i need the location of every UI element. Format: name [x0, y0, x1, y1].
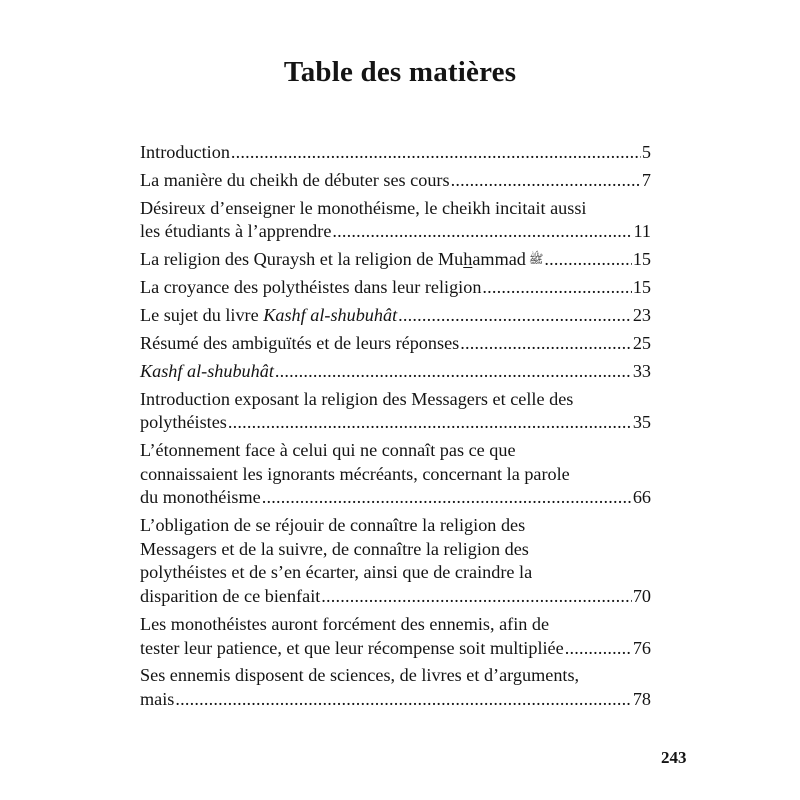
toc-page-number: 5 [641, 142, 651, 162]
toc-page-number: 76 [632, 637, 651, 658]
toc-entry-text: Désireux d’enseigner le monothéisme, le cheikh incitait aussi [140, 197, 587, 218]
page-number: 243 [661, 748, 687, 767]
dot-leader [482, 276, 631, 300]
toc-entry [140, 514, 651, 608]
toc-entry-text: La croyance des polythéistes dans leur religion [140, 277, 482, 298]
toc-entry-text: Messagers et de la suivre, de connaître la religion des [140, 538, 529, 559]
table-of-contents [140, 141, 651, 716]
toc-entry-text: disparition de ce bienfait [140, 586, 321, 607]
toc-page-number: 11 [633, 221, 651, 242]
toc-entry [140, 360, 651, 384]
dot-leader [398, 304, 632, 328]
dot-leader [262, 486, 632, 510]
toc-entry [140, 141, 651, 165]
toc-entry [140, 332, 651, 356]
toc-page-number: 70 [632, 586, 651, 607]
toc-page-number: 66 [632, 487, 651, 508]
toc-entry-text: Introduction exposant la religion des Messagers et celle des [140, 388, 574, 409]
toc-page-number: 25 [632, 332, 651, 353]
toc-page-number: 23 [632, 305, 651, 326]
toc-entry [140, 197, 651, 244]
dot-leader [460, 332, 632, 356]
toc-entry-text: Les monothéistes auront forcément des ennemis, afin de [140, 613, 550, 634]
dot-leader [565, 637, 632, 661]
toc-page-number: 33 [632, 360, 651, 381]
toc-page-number: 7 [641, 169, 651, 190]
toc-entry [140, 388, 651, 435]
toc-entry-text: tester leur patience, et que leur récompense soit multipliée [140, 637, 564, 658]
toc-entry-text: Ses ennemis disposent de sciences, de livres et d’arguments, [140, 665, 580, 686]
toc-page-number: 15 [632, 277, 651, 298]
toc-entry-text: connaissaient les ignorants mécréants, concernant la parole [140, 463, 570, 484]
toc-entry-text: La manière du cheikh de débuter ses cours [140, 169, 450, 190]
toc-entry-text: polythéistes [140, 412, 227, 433]
toc-entry-text: polythéistes et de s’en écarter, ainsi que de craindre la [140, 562, 533, 583]
toc-entry [140, 304, 651, 328]
salutation-symbol-icon: ﷺ [528, 252, 544, 267]
toc-page-number: 78 [632, 689, 651, 710]
toc-entry-book-title: Kashf al-shubuhât [140, 360, 274, 381]
toc-entry-text: les étudiants à l’apprendre [140, 221, 332, 242]
toc-entry-text: du monothéisme [140, 487, 261, 508]
toc-entry-text: mais [140, 689, 175, 710]
toc-entry-text: L’étonnement face à celui qui ne connaît pas ce que [140, 440, 516, 461]
toc-entry [140, 613, 651, 660]
dot-leader [275, 360, 632, 384]
page-title: Table des matières [283, 56, 517, 88]
dot-leader [228, 411, 632, 435]
toc-entry-text: Résumé des ambiguïtés et de leurs réponses [140, 332, 460, 353]
toc-entry-text-start: Le sujet du livre [140, 305, 264, 326]
toc-entry [140, 169, 651, 193]
dot-leader [451, 169, 641, 193]
toc-entry-underlined-letter: h [463, 249, 473, 270]
toc-entry [140, 439, 651, 510]
toc-entry-text-end: ammad [472, 249, 526, 270]
dot-leader [175, 688, 631, 712]
toc-entry [140, 276, 651, 300]
dot-leader [231, 141, 641, 165]
dot-leader [332, 220, 632, 244]
toc-entry [140, 248, 651, 272]
toc-page-number: 35 [632, 412, 651, 433]
dot-leader [544, 248, 631, 272]
toc-page-number: 15 [632, 249, 651, 270]
toc-entry-text: L’obligation de se réjouir de connaître la religion des [140, 515, 526, 536]
toc-entry-text-start: La religion des Quraysh et la religion de Mu [140, 249, 464, 270]
toc-entry-text [140, 304, 397, 328]
toc-entry-text: Introduction [140, 142, 230, 162]
dot-leader [321, 585, 632, 609]
toc-entry [140, 664, 651, 711]
toc-entry-text [140, 248, 543, 272]
toc-entry-book-title: Kashf al-shubuhât [263, 305, 398, 326]
